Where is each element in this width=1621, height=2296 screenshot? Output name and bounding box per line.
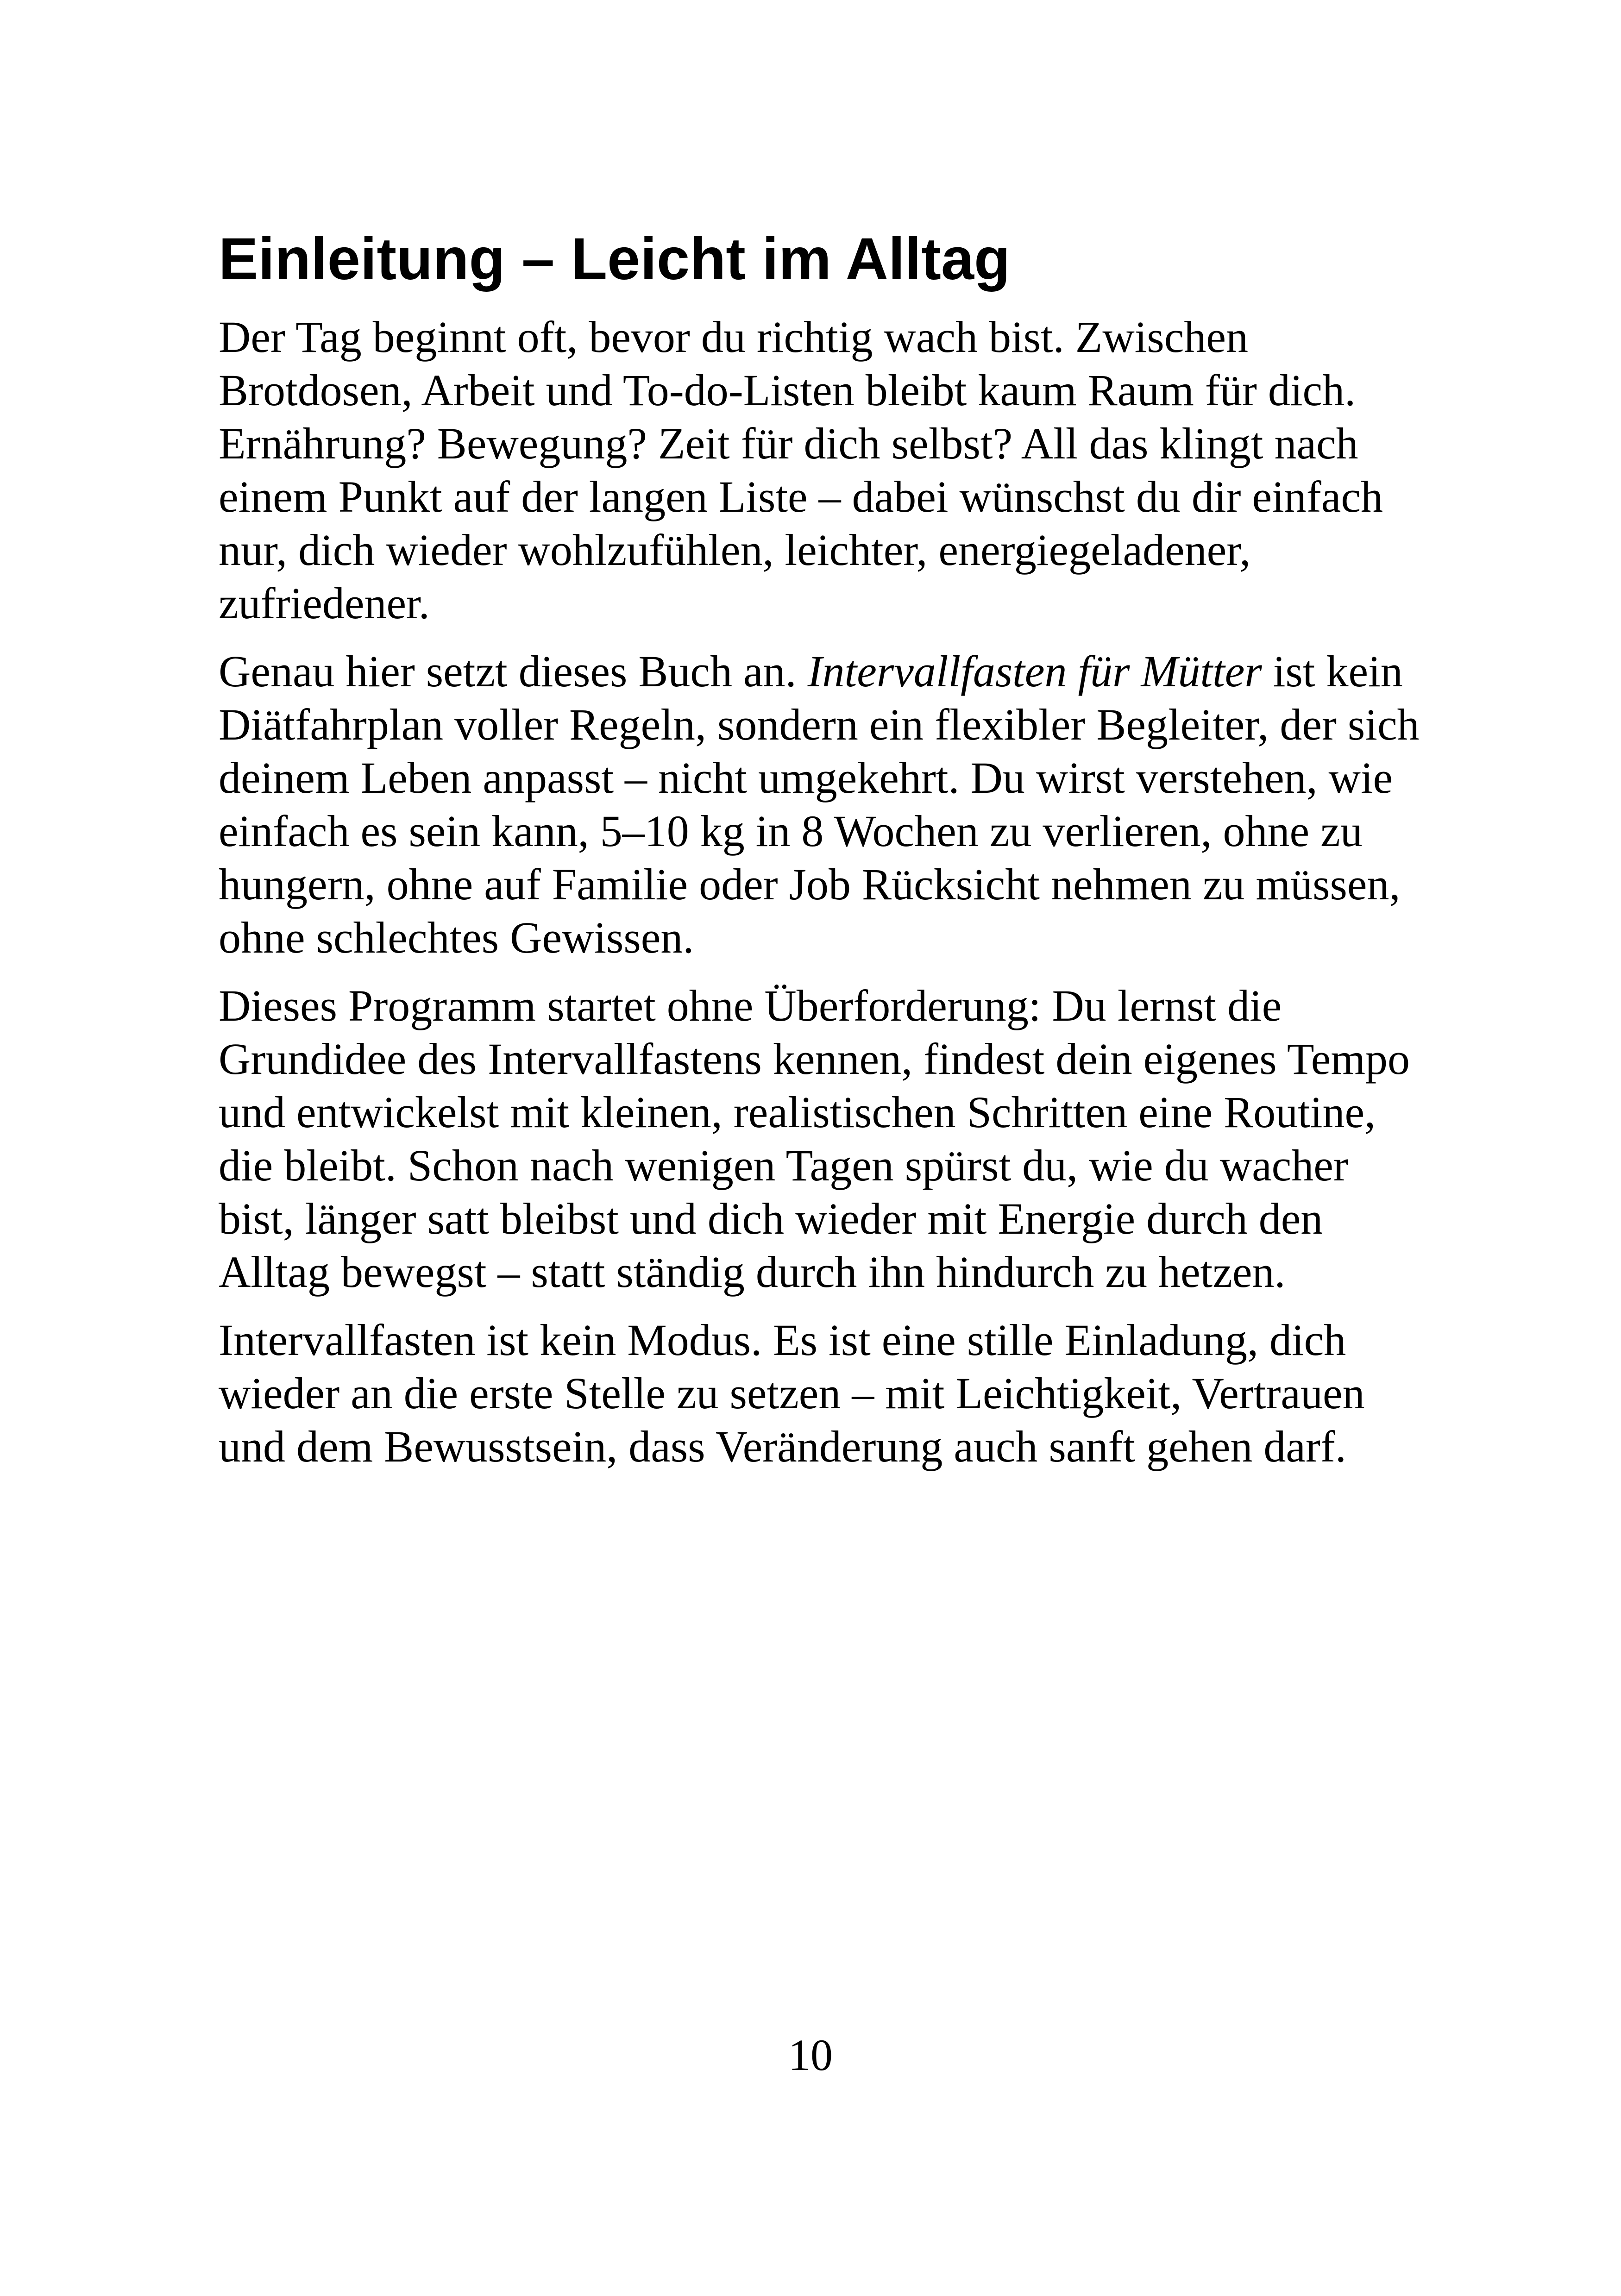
paragraph-3: Dieses Programm startet ohne Überforderung: Du lernst die Grundidee des Intervallfastens kennen, findest dein eigenes Tempo und entwickelst mit kleinen, realistischen Schritten eine Routine, die bleibt. Schon nach wenigen Tagen spürst du, wie du wacher bist, länger satt bleibst und dich wieder mit Energie durch den Alltag bewegst – statt ständig durch ihn hindurch zu hetzen. (219, 981, 1410, 1297)
chapter-body (219, 310, 1432, 1488)
chapter-heading: Einleitung – Leicht im Alltag (219, 226, 1011, 292)
paragraph-2 (219, 645, 1432, 964)
paragraph-4: Intervallfasten ist kein Modus. Es ist eine stille Einladung, dich wieder an die erste Stelle zu setzen – mit Leichtigkeit, Vertrauen und dem Bewusstsein, dass Veränderung auch sanft gehen darf. (219, 1315, 1365, 1471)
book-title-italic: Intervallfasten für Mütter (807, 646, 1262, 696)
paragraph-2-intro: Genau hier setzt dieses Buch an. (219, 646, 808, 696)
page-number: 10 (788, 2030, 833, 2080)
paragraph-2-rest: ist kein Diätfahrplan voller Regeln, sondern ein flexibler Begleiter, der sich deinem Leben anpasst – nicht umgekehrt. Du wirst verstehen, wie einfach es sein kann, 5–10 kg in 8 Wochen zu verlieren, ohne zu hungern, ohne auf Familie oder Job Rücksicht nehmen zu müssen, ohne schlechtes Gewissen. (219, 646, 1420, 962)
paragraph-1: Der Tag beginnt oft, bevor du richtig wach bist. Zwischen Brotdosen, Arbeit und To-do-Listen bleibt kaum Raum für dich. Ernährung? Bewegung? Zeit für dich selbst? All das klingt nach einem Punkt auf der langen Liste – dabei wünschst du dir einfach nur, dich wieder wohlzufühlen, leichter, energiegeladener, zufriedener. (219, 312, 1383, 628)
